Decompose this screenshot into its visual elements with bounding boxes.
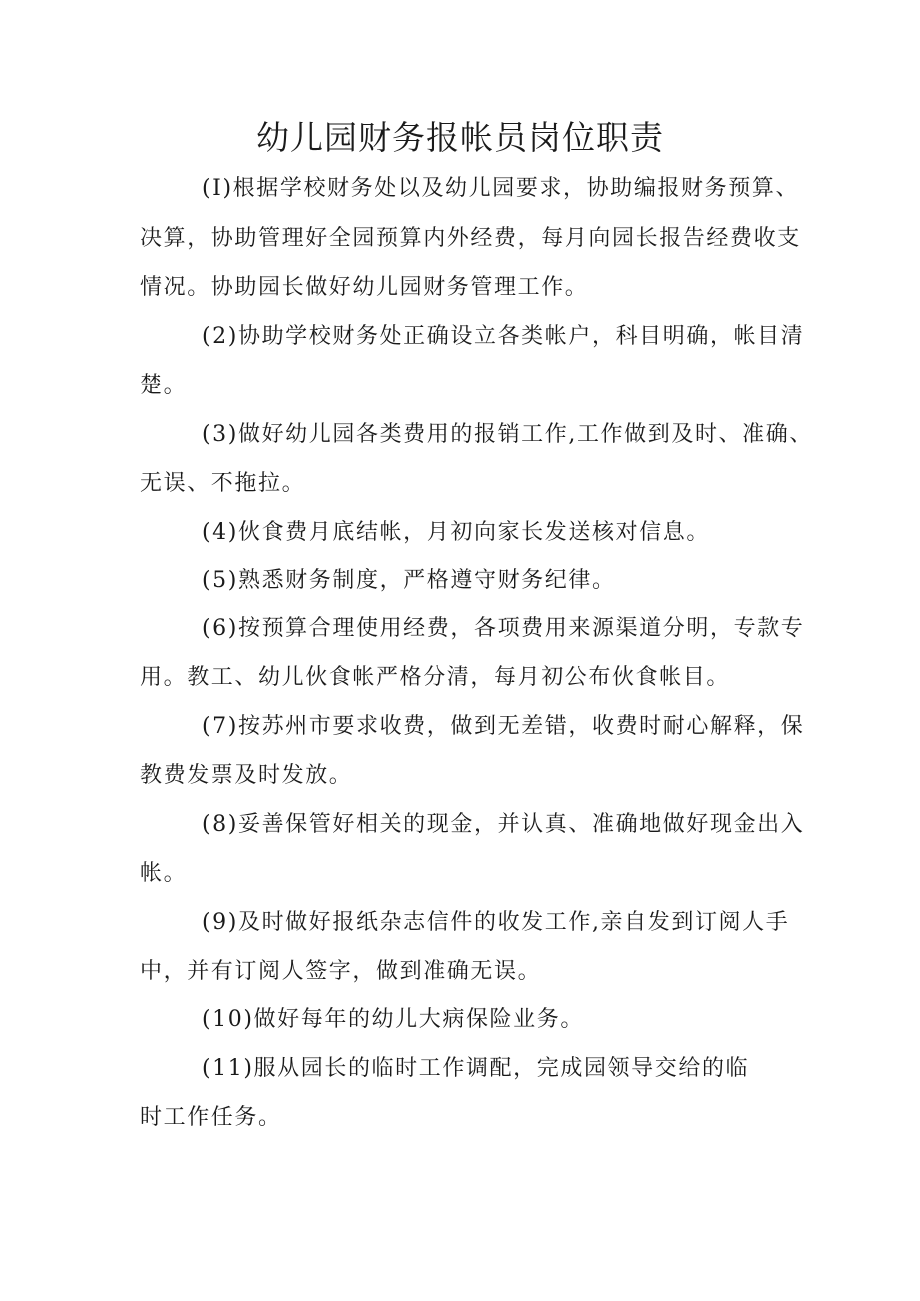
paragraph-1-line-3: 情况。协助园长做好幼儿园财务管理工作。 <box>140 275 589 300</box>
paragraph-1-line-2: 决算，协助管理好全园预算内外经费，每月向园长报告经费收支 <box>140 226 801 251</box>
paragraph-6-line-1: (6)按预算合理使用经费，各项费用来源渠道分明，专款专 <box>202 616 805 641</box>
paragraph-8-line-2: 帐。 <box>140 861 188 886</box>
paragraph-3-line-1: (3)做好幼儿园各类费用的报销工作,工作做到及时、准确、 <box>202 422 813 447</box>
paragraph-8-line-1: (8)妥善保管好相关的现金，并认真、准确地做好现金出入 <box>202 812 805 837</box>
paragraph-9-line-1: (9)及时做好报纸杂志信件的收发工作,亲自发到订阅人手 <box>202 910 790 935</box>
paragraph-4-line-1: (4)伙食费月底结帐，月初向家长发送核对信息。 <box>202 520 710 545</box>
paragraph-2-line-2: 楚。 <box>140 373 188 398</box>
paragraph-1-line-1: (I)根据学校财务处以及幼儿园要求，协助编报财务预算、 <box>202 176 800 201</box>
paragraph-6-line-2: 用。教工、幼儿伙食帐严格分清，每月初公布伙食帐目。 <box>140 665 731 690</box>
paragraph-7-line-2: 教费发票及时发放。 <box>140 763 353 788</box>
paragraph-3-line-2: 无误、不拖拉。 <box>140 471 306 496</box>
paragraph-11-line-2: 时工作任务。 <box>140 1105 282 1130</box>
paragraph-2-line-1: (2)协助学校财务处正确设立各类帐户，科目明确，帐目清 <box>202 324 805 349</box>
paragraph-5-line-1: (5)熟悉财务制度，严格遵守财务纪律。 <box>202 568 616 593</box>
paragraph-7-line-1: (7)按苏州市要求收费，做到无差错，收费时耐心解释，保 <box>202 714 805 739</box>
paragraph-9-line-2: 中，并有订阅人签字，做到准确无误。 <box>140 959 542 984</box>
paragraph-10-line-1: (10)做好每年的幼儿大病保险业务。 <box>202 1007 584 1032</box>
paragraph-11-line-1: (11)服从园长的临时工作调配，完成园领导交给的临 <box>202 1056 750 1081</box>
document-title: 幼儿园财务报帐员岗位职责 <box>256 118 664 157</box>
